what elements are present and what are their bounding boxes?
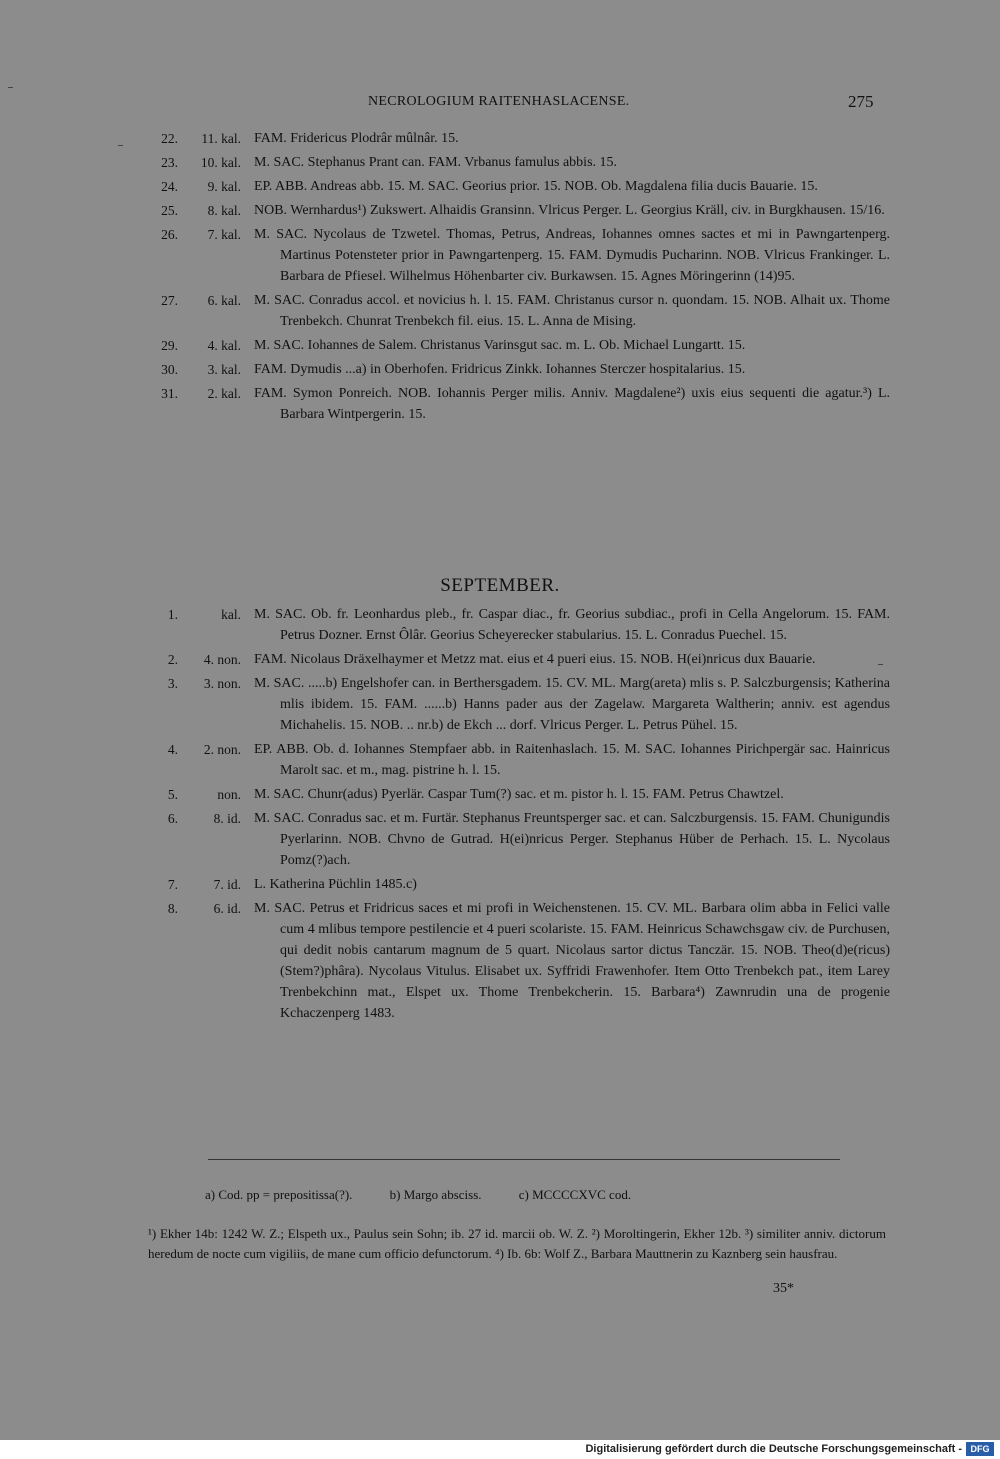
entry-text: EP. ABB. Andreas abb. 15. M. SAC. Georius prior. 15. NOB. Ob. Magdalena filia ducis Bauarie. 15.: [254, 179, 818, 194]
running-head-title: NECROLOGIUM RAITENHASLACENSE.: [368, 94, 630, 109]
dfg-logo-icon: DFG: [966, 1442, 994, 1456]
necrology-entry: [0, 128, 890, 149]
entry-text: M. SAC. Conradus accol. et novicius h. l. 15. FAM. Christanus cursor n. quondam. 15. NOB. Alhait ux. Thome Trenbekch. Chunrat Trenbekch fil. eius. 15. L. Anna de Mising.: [254, 293, 890, 329]
entry-day: 3. non.: [203, 676, 241, 691]
entry-text: M. SAC. .....b) Engelshofer can. in Berthersgadem. 15. CV. ML. Marg(areta) mlis s. P. Salczburgensis; Katherina mlis ibidem. 15. FAM. ......b) Hanns pader aus der Zagelaw. Margareta Waltherin; anniv. est agendus Michahelis. 15. NOB. .. nr.b) de Ekch ... dorf. Vlricus Perger. L. Petrus Pühel. 15.: [254, 676, 890, 733]
entry-day: 9. kal.: [207, 179, 241, 194]
entry-day: 3. kal.: [207, 362, 241, 377]
entry-number: 2.: [167, 652, 178, 667]
entry-day: 4. non.: [203, 652, 241, 667]
entry-number: 8.: [167, 901, 178, 916]
necrology-entry: [0, 604, 890, 646]
necrology-entry: [0, 898, 890, 1024]
necrology-entry: [0, 874, 890, 895]
entry-day: kal.: [221, 607, 241, 622]
footnote-a: a) Cod. pp = prepositissa(?).: [205, 1187, 353, 1202]
necrology-entry: [0, 808, 890, 871]
entry-number: 4.: [167, 742, 178, 757]
entry-number: 23.: [161, 155, 178, 170]
necrology-entry: [0, 739, 890, 781]
necrology-entry: [0, 290, 890, 332]
credit-bar: [0, 1440, 1000, 1459]
entry-number: 25.: [161, 203, 178, 218]
necrology-entry: [0, 673, 890, 736]
necrology-entry: [0, 359, 890, 380]
entry-number: 27.: [161, 293, 178, 308]
entry-day: 2. kal.: [207, 386, 241, 401]
necrology-entry: [0, 152, 890, 173]
running-head: [0, 94, 1000, 114]
entry-number: 3.: [167, 676, 178, 691]
entry-number: 30.: [161, 362, 178, 377]
entry-day: 10. kal.: [200, 155, 241, 170]
entry-day: 8. kal.: [207, 203, 241, 218]
footnote-b: b) Margo absciss.: [389, 1187, 482, 1202]
entry-text: FAM. Dymudis ...a) in Oberhofen. Fridricus Zinkk. Iohannes Sterczer hospitalarius. 15.: [254, 362, 746, 377]
necrology-entry: [0, 200, 890, 221]
entry-day: 6. kal.: [207, 293, 241, 308]
entry-day: 11. kal.: [201, 131, 241, 146]
entry-text: M. SAC. Conradus sac. et m. Furtär. Stephanus Freuntsperger sac. et can. Salczburgensis. 15. FAM. Chunigundis Pyerlarinn. NOB. Chvno de Gutrad. H(ei)nricus Perger. Stephanus Hüber de Perhach. 15. L. Nycolaus Pomz(?)ach.: [254, 811, 890, 868]
signature-mark: 35*: [773, 1281, 794, 1296]
necrology-entry: [0, 224, 890, 287]
lettered-footnotes: [205, 1187, 825, 1203]
entry-text: L. Katherina Püchlin 1485.c): [254, 877, 417, 892]
necrology-entry: [0, 176, 890, 197]
entry-text: FAM. Fridericus Plodrâr mûlnâr. 15.: [254, 131, 459, 146]
page-number: 275: [848, 92, 874, 111]
entry-text: EP. ABB. Ob. d. Iohannes Stempfaer abb. in Raitenhaslach. 15. M. SAC. Iohannes Pirichpergär sac. Hainricus Marolt sac. et m., mag. pistrine h. l. 15.: [254, 742, 890, 778]
necrology-entry: [0, 383, 890, 425]
entry-day: non.: [217, 787, 241, 802]
entry-text: M. SAC. Ob. fr. Leonhardus pleb., fr. Caspar diac., fr. Georius subdiac., profi in Cella Angelorum. 15. FAM. Petrus Dozner. Ernst Ôlâr. Georius Scheyerecker stabularius. 15. L. Conradus Puechel. 15.: [254, 607, 890, 643]
entry-text: M. SAC. Petrus et Fridricus saces et mi profi in Weichenstenen. 15. CV. ML. Barbara olim abba in Felici valle cum 4 mlibus tempore pestilencie et 4 pueri scolariste. 15. FAM. Heinricus Schawchsgaw civ. de Purchusen, qui dedit nobis cantarum magnum de 5 quart. Nicolaus sartor dictus Tanczär. 15. NOB. Theo(d)e(ricus) (Stem?)phâra). Nycolaus Vitulus. Elisabet ux. Syffridi Frawenhofer. Item Otto Trenbekch pat., item Larey Trenbekchinn mat., Elspet ux. Thome Trenbekcherin. 15. Barbara⁴) Zawnrudin una de progenie Kchaczenperg 1483.: [254, 901, 890, 1021]
entry-number: 6.: [167, 811, 178, 826]
margin-tick-mark: [8, 87, 13, 88]
entry-number: 26.: [161, 227, 178, 242]
section-heading: SEPTEMBER.: [440, 575, 560, 596]
entry-number: 22.: [161, 131, 178, 146]
entry-number: 29.: [161, 338, 178, 353]
entry-day: 7. kal.: [207, 227, 241, 242]
entry-text: M. SAC. Nycolaus de Tzwetel. Thomas, Petrus, Andreas, Iohannes omnes sactes et mi in Pawngartenperg. Martinus Potensteter prior in Pawngartenperg. 15. FAM. Dymudis Pucharinn. NOB. Vlricus Frankinger. L. Barbara de Pfiesel. Wilhelmus Höhenbarter civ. Burkawsen. 15. Agnes Möringerinn (14)95.: [254, 227, 890, 284]
numbered-footnotes: ¹) Ekher 14b: 1242 W. Z.; Elspeth ux., Paulus sein Sohn; ib. 27 id. marcii ob. W. Z. ²) Moroltingerin, Ekher 12b. ³) similiter anniv. dictorum heredum de nocte cum vigiliis, de mane cum officio defunctorum. ⁴) Ib. 6b: Wolf Z., Barbara Mauttnerin zu Kaznberg sein hausfrau.: [148, 1226, 886, 1261]
footnote-rule: [208, 1159, 840, 1160]
august-entries: [0, 128, 1000, 428]
entry-number: 7.: [167, 877, 178, 892]
entry-text: M. SAC. Chunr(adus) Pyerlär. Caspar Tum(?) sac. et m. pistor h. l. 15. FAM. Petrus Chawtzel.: [254, 787, 784, 802]
entry-text: FAM. Symon Ponreich. NOB. Iohannis Perger milis. Anniv. Magdalene²) uxis eius sequenti die agatur.³) L. Barbara Wintpergerin. 15.: [254, 386, 890, 422]
september-entries: [0, 604, 1000, 1027]
necrology-entry: [0, 649, 890, 670]
entry-number: 1.: [167, 607, 178, 622]
necrology-entry: [0, 335, 890, 356]
entry-number: 31.: [161, 386, 178, 401]
entry-text: FAM. Nicolaus Dräxelhaymer et Metzz mat. eius et 4 pueri eius. 15. NOB. H(ei)nricus dux Bauarie.: [254, 652, 816, 667]
entry-day: 2. non.: [203, 742, 241, 757]
entry-day: 6. id.: [213, 901, 241, 916]
entry-day: 4. kal.: [207, 338, 241, 353]
footnote-c: c) MCCCCXVC cod.: [518, 1187, 632, 1202]
necrology-entry: [0, 784, 890, 805]
entry-day: 8. id.: [213, 811, 241, 826]
credit-text: Digitalisierung gefördert durch die Deutsche Forschungsgemeinschaft -: [585, 1443, 962, 1455]
entry-text: M. SAC. Iohannes de Salem. Christanus Varinsgut sac. m. L. Ob. Michael Lungartt. 15.: [254, 338, 746, 353]
entry-number: 24.: [161, 179, 178, 194]
entry-number: 5.: [167, 787, 178, 802]
entry-day: 7. id.: [213, 877, 241, 892]
entry-text: M. SAC. Stephanus Prant can. FAM. Vrbanus famulus abbis. 15.: [254, 155, 618, 170]
entry-text: NOB. Wernhardus¹) Zukswert. Alhaidis Gransinn. Vlricus Perger. L. Georgius Kräll, civ. in Burgkhausen. 15/16.: [254, 203, 885, 218]
